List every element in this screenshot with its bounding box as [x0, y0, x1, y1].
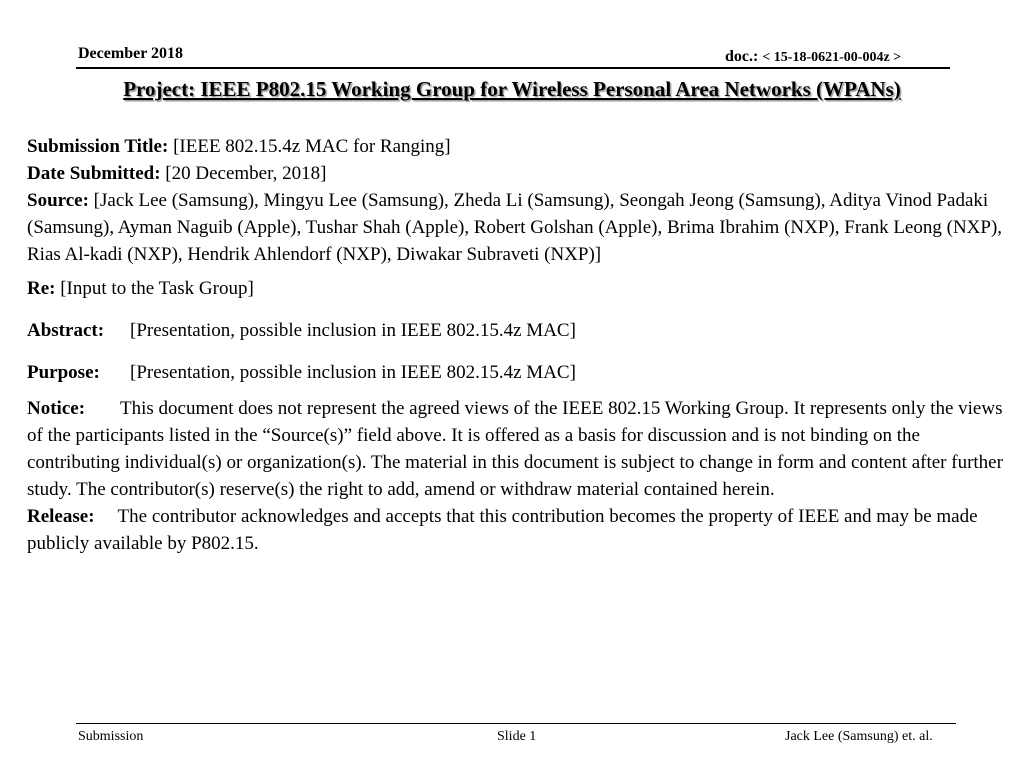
notice-value: This document does not represent the agreed views of the IEEE 802.15 Working Group. It represents only the views of the participants listed in the “Source(s)” field above. It is offered as a basis for discussion and is not binding on the contributing individual(s) or organization(s). The material in this document is subject to change in form and content after further study. The contributor(s) reserve(s) the right to add, amend or withdraw material contained herein. — [27, 398, 1003, 500]
abstract-value: [Presentation, possible inclusion in IEEE 802.15.4z MAC] — [130, 320, 576, 341]
source-value: [Jack Lee (Samsung), Mingyu Lee (Samsung), Zheda Li (Samsung), Seongah Jeong (Samsung), Aditya Vinod Padaki (Samsung), Ayman Naguib (Apple), Tushar Shah (Apple), Robert Golshan (Apple), Brima Ibrahim (NXP), Frank Leong (NXP), Rias Al-kadi (NXP), Hendrik Ahlendorf (NXP), Diwakar Subraveti (NXP)] — [27, 190, 1003, 265]
project-title: Project: IEEE P802.15 Working Group for Wireless Personal Area Networks (WPANs) — [123, 77, 901, 101]
abstract-line — [27, 317, 1017, 344]
notice-paragraph — [27, 395, 1017, 503]
release-value: The contributor acknowledges and accepts that this contribution becomes the property of IEEE and may be made publicly available by P802.15. — [27, 506, 978, 554]
abstract-label: Abstract: — [27, 320, 105, 341]
source-label: Source: — [27, 190, 89, 211]
document-number — [725, 48, 901, 66]
submission-title-value: [IEEE 802.15.4z MAC for Ranging] — [173, 136, 451, 157]
date-submitted-label: Date Submitted: — [27, 163, 161, 184]
submission-title-line — [27, 133, 1017, 160]
document-number-label: doc.: — [725, 48, 759, 65]
date-submitted-value: [20 December, 2018] — [165, 163, 327, 184]
notice-label: Notice: — [27, 398, 86, 419]
source-paragraph — [27, 187, 1017, 268]
re-line — [27, 275, 1017, 302]
submission-title-label: Submission Title: — [27, 136, 169, 157]
re-label: Re: — [27, 278, 56, 299]
purpose-label: Purpose: — [27, 362, 100, 383]
re-value: [Input to the Task Group] — [60, 278, 254, 299]
release-label: Release: — [27, 506, 95, 527]
document-number-value: < 15-18-0621-00-004z > — [762, 50, 902, 65]
date-submitted-line — [27, 160, 1017, 187]
header-divider — [76, 67, 950, 69]
project-title-block — [28, 73, 996, 106]
submission-body — [27, 133, 1017, 557]
footer-slide-number: Slide 1 — [497, 729, 537, 744]
header-date: December 2018 — [78, 45, 183, 62]
footer-author: Jack Lee (Samsung) et. al. — [785, 729, 933, 744]
purpose-line — [27, 359, 1017, 386]
purpose-value: [Presentation, possible inclusion in IEEE 802.15.4z MAC] — [130, 362, 576, 383]
footer-submission: Submission — [78, 729, 144, 744]
release-paragraph — [27, 503, 1017, 557]
footer-divider — [76, 723, 956, 724]
